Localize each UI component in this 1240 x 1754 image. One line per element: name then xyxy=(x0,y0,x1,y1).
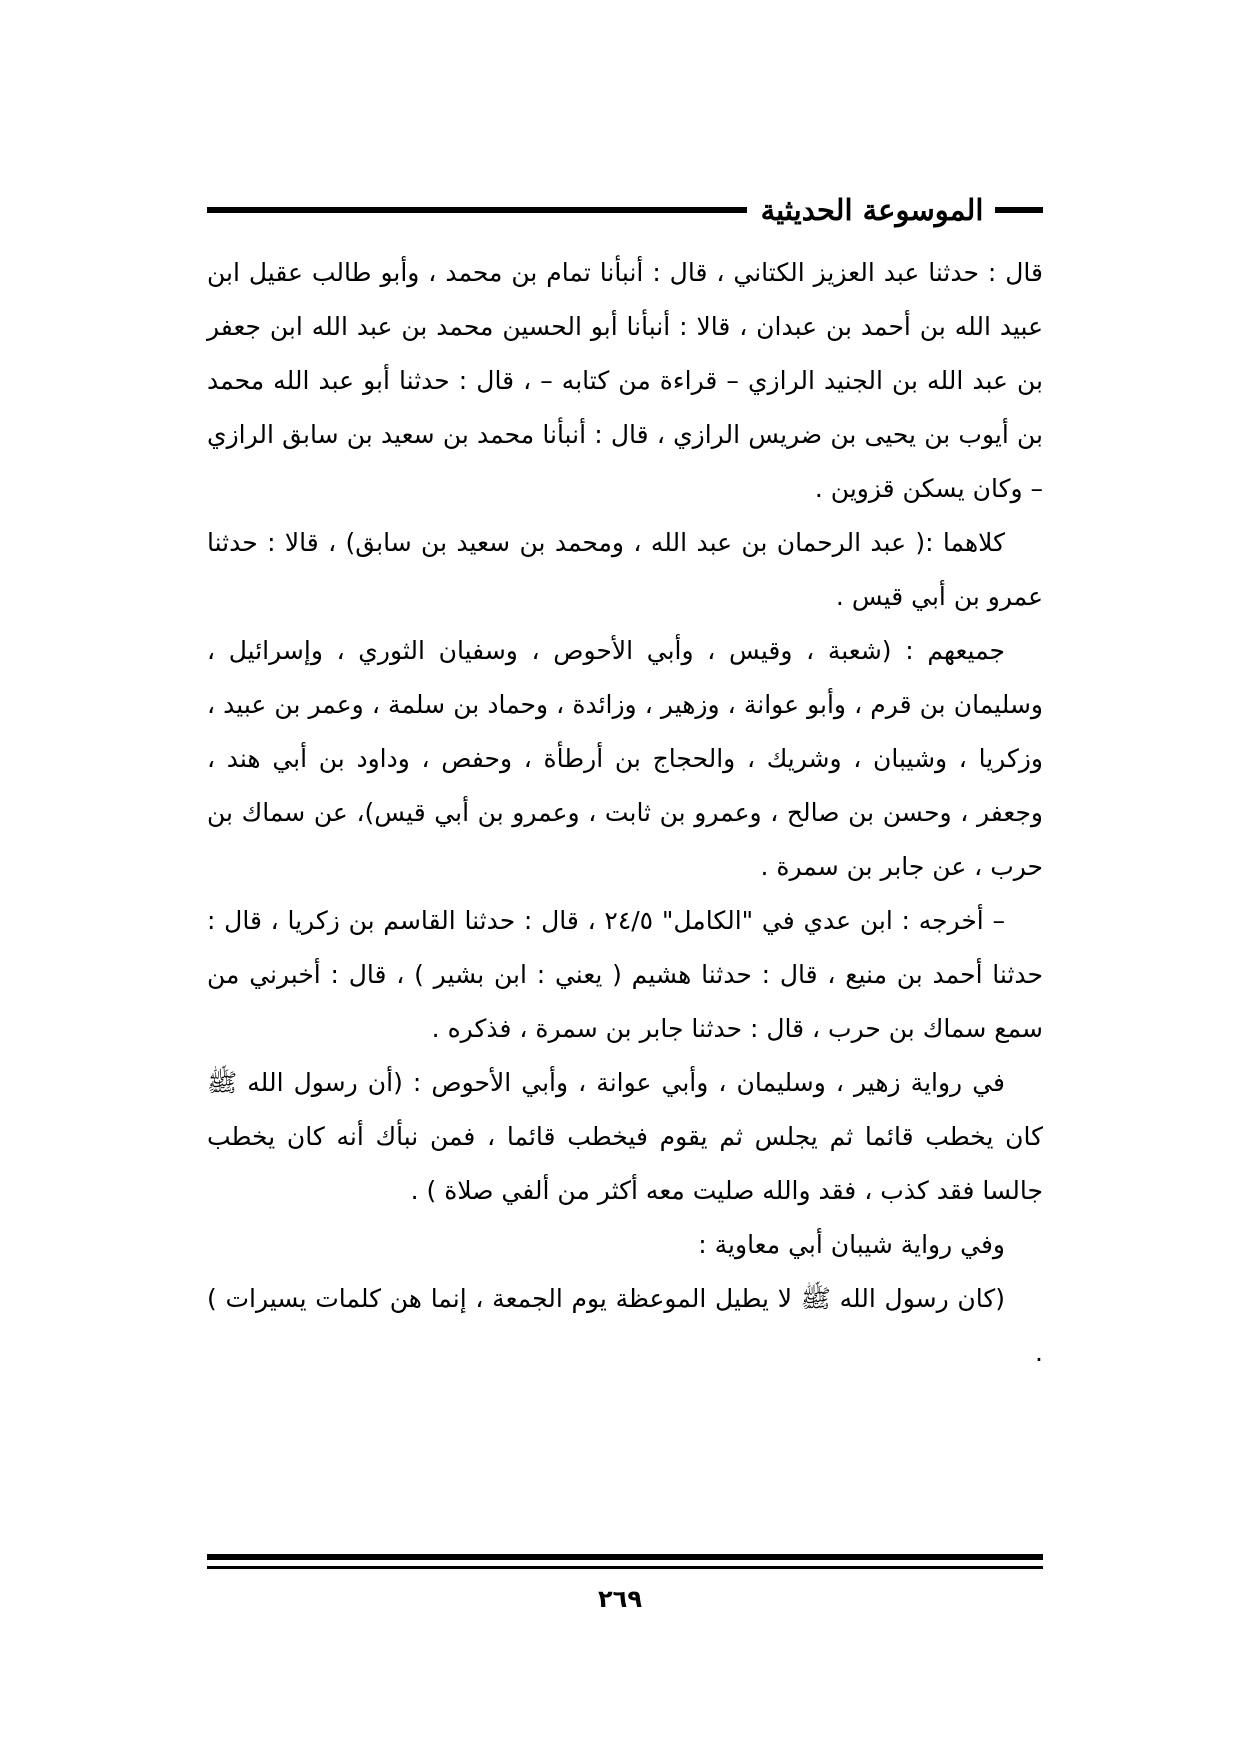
header-title: الموسوعة الحديثية xyxy=(760,193,984,227)
paragraph-shayban-intro: وفي رواية شيبان أبي معاوية : xyxy=(698,1230,1005,1259)
paragraph-all-narrators: جميعهم : (شعبة ، وقيس ، وأبي الأحوص ، وسفيان الثوري ، وإسرائيل ، وسليمان بن قرم ، وأبو عوانة ، وزهير ، وزائدة ، وحماد بن سلمة ، وعمر بن عبيد ، وزكريا ، وشيبان ، وشريك ، والحجاج بن أرطأة ، وحفص ، وداود بن أبي هند ، وجعفر ، وحسن بن صالح ، وعمرو بن ثابت ، وعمرو بن أبي قيس)، عن سماك بن حرب ، عن جابر بن سمرة . xyxy=(207,636,1043,881)
paragraph-isnad-chain: قال : حدثنا عبد العزيز الكتاني ، قال : أنبأنا تمام بن محمد ، وأبو طالب عقيل ابن عبيد الله بن أحمد بن عبدان ، قالا : أنبأنا أبو الحسين محمد بن عبد الله ابن جعفر بن عبد الله بن الجنيد الرازي – قراءة من كتابه – ، قال : حدثنا أبو عبد الله محمد بن أيوب بن يحيى بن ضريس الرازي ، قال : أنبأنا محمد بن سعيد بن سابق الرازي – وكان يسكن قزوين . xyxy=(207,258,1043,503)
page-number: ٢٦٩ xyxy=(598,1585,642,1613)
paragraph-both-narrators: كلاهما :( عبد الرحمان بن عبد الله ، ومحمد بن سعيد بن سابق) ، قالا : حدثنا عمرو بن أبي قيس . xyxy=(207,528,1043,611)
footer-rule-thin xyxy=(207,1566,1043,1569)
footer-rule-thick xyxy=(207,1554,1043,1560)
header-rule-right xyxy=(995,207,1043,213)
running-header xyxy=(207,190,1043,230)
paragraph-takhrij: – أخرجه : ابن عدي في "الكامل" ٢٤/٥ ، قال : حدثنا القاسم بن زكريا ، قال : حدثنا أحمد بن منيع ، قال : حدثنا هشيم ( يعني : ابن بشير ) ، قال : أخبرني من سمع سماك بن حرب ، قال : حدثنا جابر بن سمرة ، فذكره . xyxy=(207,906,1043,1043)
main-text xyxy=(207,246,1043,1380)
paragraph-zuhayr-narration: في رواية زهير ، وسليمان ، وأبي عوانة ، وأبي الأحوص : (أن رسول الله ﷺ كان يخطب قائما ثم يجلس ثم يقوم فيخطب قائما ، فمن نبأك أنه كان يخطب جالسا فقد كذب ، فقد والله صليت معه أكثر من ألفي صلاة ) . xyxy=(207,1068,1043,1205)
header-rule-left xyxy=(207,207,747,213)
paragraph-shayban-narration: (كان رسول الله ﷺ لا يطيل الموعظة يوم الجمعة ، إنما هن كلمات يسيرات ) . xyxy=(207,1284,1043,1367)
